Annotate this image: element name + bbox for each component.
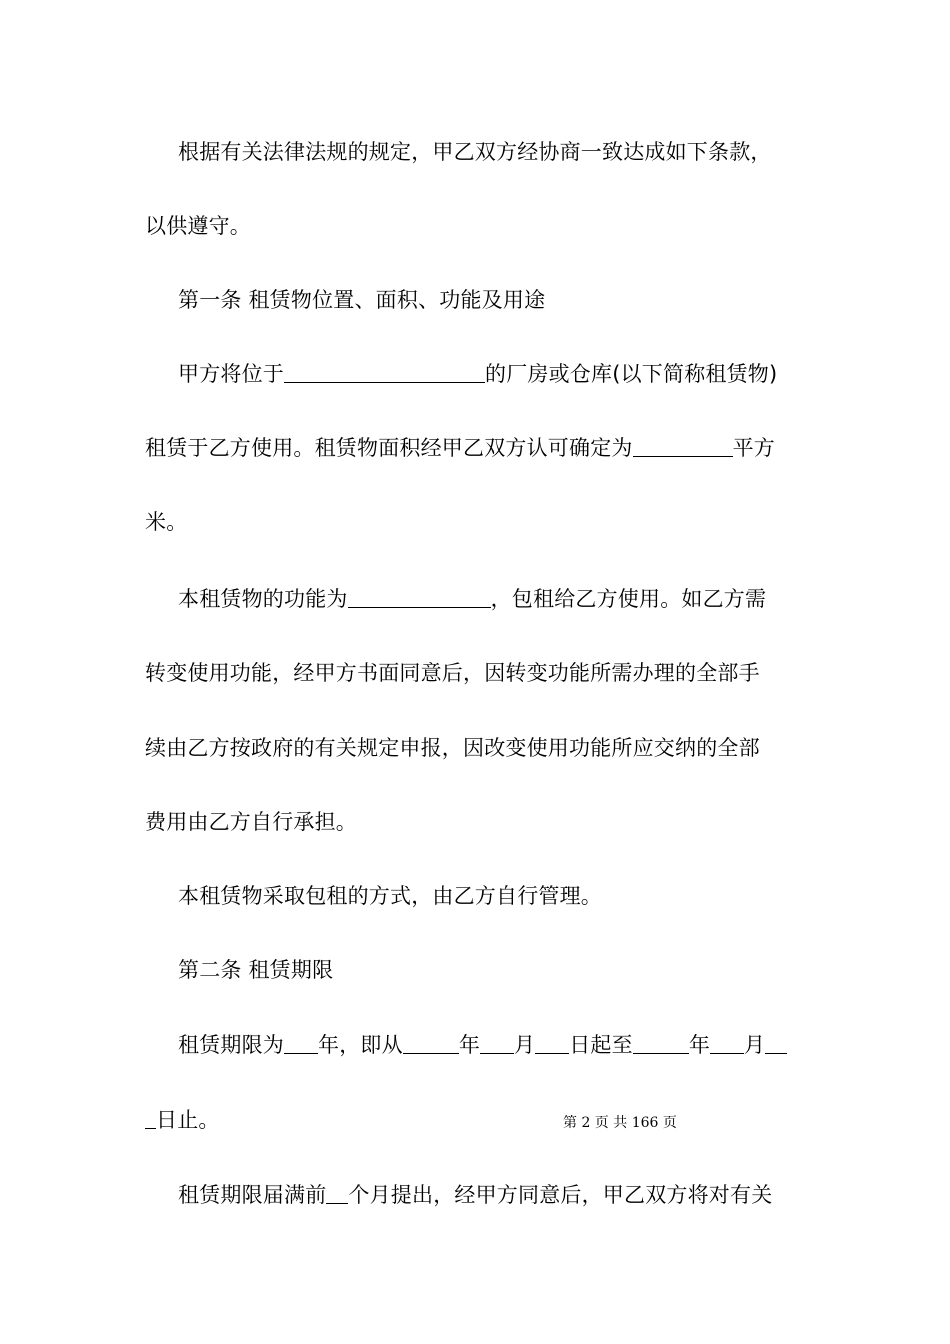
paragraph-line: 租赁于乙方使用。租赁物面积经甲乙双方认可确定为 平方	[145, 436, 776, 460]
fill-in-blank	[284, 1031, 318, 1054]
fill-in-blank	[403, 1031, 459, 1054]
fill-in-blank	[348, 585, 491, 608]
paragraph-line: 租赁期限届满前 个月提出，经甲方同意后，甲乙双方将对有关	[178, 1183, 773, 1207]
paragraph-line: 费用由乙方自行承担。	[145, 810, 357, 834]
paragraph-line: 租赁期限为 年，即从 年 月 日起至 年 月	[178, 1030, 843, 1060]
fill-in-blank	[535, 1031, 569, 1054]
fill-in-blank	[145, 1106, 156, 1129]
fill-in-blank	[710, 1031, 744, 1054]
fill-in-blank	[284, 360, 485, 383]
fill-in-blank	[633, 1031, 689, 1054]
fill-in-blank	[633, 434, 733, 457]
fill-in-blank	[765, 1031, 787, 1054]
paragraph-line: 甲方将位于 的厂房或仓库(以下简称租赁物)	[178, 362, 778, 386]
paragraph-line: 米。	[145, 510, 188, 534]
fill-in-blank	[326, 1181, 348, 1204]
paragraph-line: 以供遵守。	[145, 214, 251, 238]
page-number-footer: 第 2 页 共 166 页	[563, 1115, 677, 1131]
paragraph-line: 日止。	[145, 1105, 810, 1135]
paragraph-line: 根据有关法律法规的规定，甲乙双方经协商一致达成如下条款，	[178, 140, 772, 164]
paragraph-line: 转变使用功能，经甲方书面同意后，因转变功能所需办理的全部手	[145, 661, 760, 685]
paragraph-line: 本租赁物采取包租的方式，由乙方自行管理。	[178, 884, 602, 908]
fill-in-blank	[480, 1031, 514, 1054]
paragraph-line: 续由乙方按政府的有关规定申报，因改变使用功能所应交纳的全部	[145, 736, 760, 760]
section-heading: 第二条 租赁期限	[178, 958, 334, 982]
section-heading: 第一条 租赁物位置、面积、功能及用途	[178, 288, 546, 312]
paragraph-line: 本租赁物的功能为 ，包租给乙方使用。如乙方需	[178, 587, 767, 611]
